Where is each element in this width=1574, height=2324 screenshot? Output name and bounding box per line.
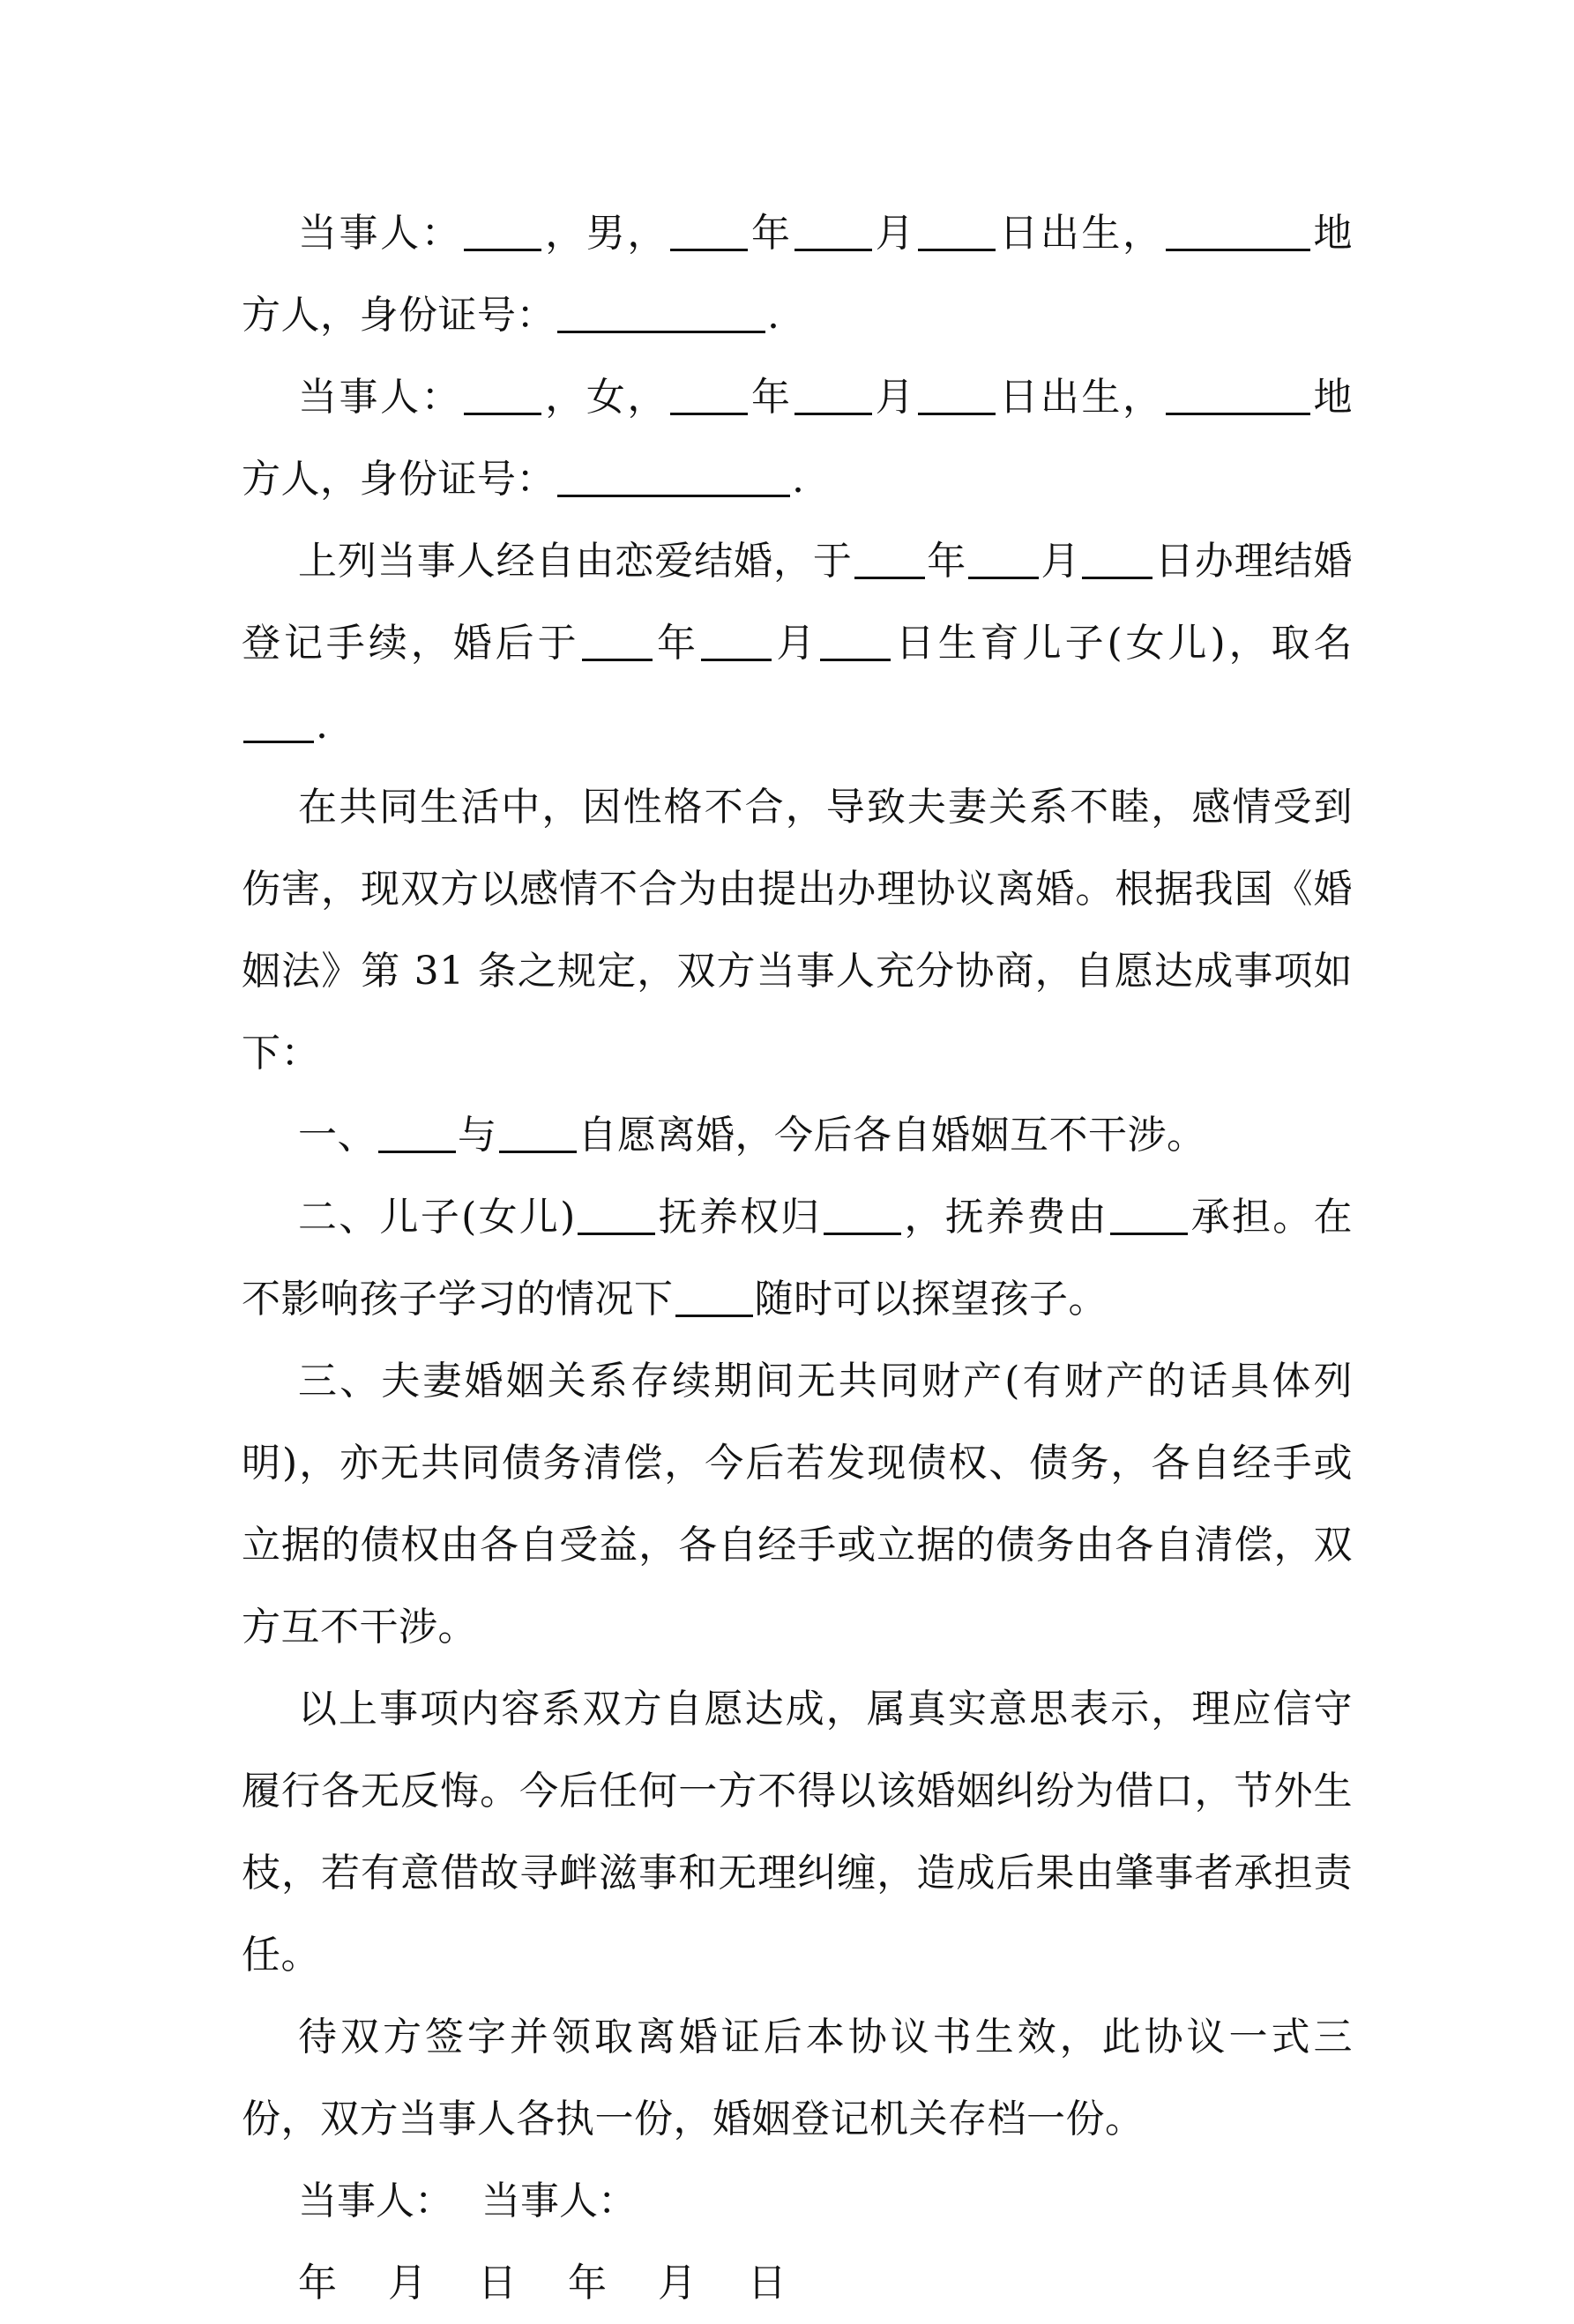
agreement-document xyxy=(242,192,1353,2324)
signature-line: 当事人： 当事人： xyxy=(298,2179,637,2223)
marriage-paragraph: 上列当事人经自由恋爱结婚，于 年 月 日办理结婚登记手续，婚后于 年 月 日生育儿子(女儿)，取名. xyxy=(242,539,1354,748)
year-blank xyxy=(670,210,748,251)
support-payer-blank xyxy=(1110,1194,1188,1235)
custody-blank xyxy=(824,1194,901,1235)
item-3-paragraph: 三、夫妻婚姻关系存续期间无共同财产(有财产的话具体列明)，亦无共同债务清偿，今后若发现债权、债务，各自经手或立据的债权由各自受益，各自经手或立据的债务由各自清偿，双方互不干涉。 xyxy=(242,1359,1353,1650)
month-blank xyxy=(968,538,1039,579)
month-blank xyxy=(794,374,872,415)
party-female-paragraph: 当事人： ，女， 年 月 日出生， 地方人，身份证号： . xyxy=(242,375,1354,502)
year-blank xyxy=(582,620,653,661)
reason-paragraph: 在共同生活中，因性格不合，导致夫妻关系不睦，感情受到伤害，现双方以感情不合为由提出办理协议离婚。根据我国《婚姻法》第 31 条之规定，双方当事人充分协商，自愿达成事项如下： xyxy=(242,785,1353,1076)
party-male-paragraph: 当事人： ，男， 年 月 日出生， 地方人，身份证号： . xyxy=(242,211,1354,338)
name-blank xyxy=(464,374,541,415)
id-number-blank xyxy=(557,292,765,333)
item-2-paragraph: 二、儿子(女儿) 抚养权归 ，抚养费由 承担。在不影响孩子学习的情况下 随时可以探望孩子。 xyxy=(242,1195,1354,1322)
place-blank xyxy=(1166,374,1310,415)
month-blank xyxy=(794,210,872,251)
year-blank xyxy=(670,374,748,415)
party-b-blank xyxy=(499,1112,577,1153)
day-blank xyxy=(820,620,891,661)
effect-paragraph: 待双方签字并领取离婚证后本协议书生效，此协议一式三份，双方当事人各执一份，婚姻登记机关存档一份。 xyxy=(242,2015,1353,2142)
statement-paragraph: 以上事项内容系双方自愿达成，属真实意思表示，理应信守履行各无反悔。今后任何一方不得以该婚姻纠纷为借口，节外生枝，若有意借故寻衅滋事和无理纠缠，造成后果由肇事者承担责任。 xyxy=(242,1687,1353,1978)
month-blank xyxy=(701,620,772,661)
visitor-blank xyxy=(675,1276,753,1317)
place-blank xyxy=(1166,210,1310,251)
child-name-blank xyxy=(243,702,314,743)
item-1-paragraph: 一、 与 自愿离婚，今后各自婚姻互不干涉。 xyxy=(298,1113,1206,1158)
year-blank xyxy=(854,538,925,579)
id-number-blank xyxy=(557,456,790,497)
party-a-blank xyxy=(378,1112,456,1153)
day-blank xyxy=(918,374,996,415)
date-line: 年 月 日 年 月 日 xyxy=(298,2261,806,2305)
day-blank xyxy=(1082,538,1153,579)
day-blank xyxy=(918,210,996,251)
name-blank xyxy=(464,210,541,251)
child-name-blank xyxy=(578,1194,655,1235)
